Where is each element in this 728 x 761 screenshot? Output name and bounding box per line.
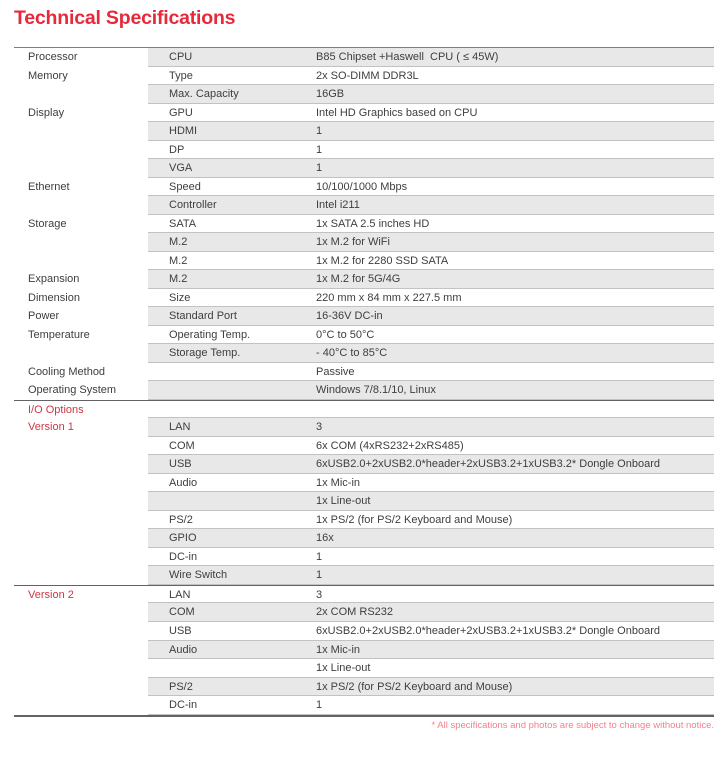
value-text: 1 <box>316 699 323 712</box>
item-label: M.2 <box>169 236 188 249</box>
category-label: Dimension <box>28 291 80 304</box>
table-row <box>14 178 714 197</box>
table-row <box>14 585 714 604</box>
category-label <box>14 159 148 178</box>
item-label: Speed <box>169 180 201 193</box>
row-panel <box>148 678 714 697</box>
value-text: 6xUSB2.0+2xUSB2.0*header+2xUSB3.2+1xUSB3.2* Dongle Onboard <box>316 458 660 471</box>
table-row <box>14 215 714 234</box>
table-row <box>14 307 714 326</box>
row-panel <box>148 48 714 67</box>
table-row <box>14 641 714 660</box>
value-text: Intel i211 <box>316 199 360 212</box>
row-panel <box>148 270 714 289</box>
table-row <box>14 270 714 289</box>
item-label: DC-in <box>169 699 198 712</box>
value-text <box>316 401 714 418</box>
value-text: B85 Chipset +Haswell CPU ( ≤ 45W) <box>316 51 499 63</box>
category-label <box>14 603 148 622</box>
section-label: I/O Options <box>28 403 84 416</box>
table-row <box>14 326 714 345</box>
item-label: GPU <box>169 106 193 119</box>
row-panel <box>148 474 714 493</box>
category-label <box>14 622 148 641</box>
row-panel <box>148 511 714 530</box>
category-label <box>14 344 148 363</box>
category-label: Operating System <box>28 384 117 397</box>
table-row <box>14 104 714 123</box>
category-label <box>14 474 148 493</box>
row-panel <box>148 141 714 160</box>
value-text: 1 <box>316 125 323 138</box>
table-row <box>14 122 714 141</box>
category-label <box>14 678 148 697</box>
row-panel <box>148 548 714 567</box>
row-panel <box>148 529 714 548</box>
item-label: GPIO <box>169 532 197 545</box>
category-label: Cooling Method <box>28 365 106 378</box>
item-label <box>148 363 316 381</box>
category-label: Display <box>28 106 65 119</box>
value-text: 1x Line-out <box>316 662 371 675</box>
value-text: 1x M.2 for 2280 SSD SATA <box>316 254 449 267</box>
table-row <box>14 418 714 437</box>
table-row <box>14 548 714 567</box>
item-label: COM <box>169 439 195 452</box>
table-row <box>14 492 714 511</box>
value-text: 2x COM RS232 <box>316 606 394 619</box>
table-row <box>14 622 714 641</box>
value-text: 3 <box>316 421 323 434</box>
table-row <box>14 474 714 493</box>
item-label: DC-in <box>169 550 198 563</box>
item-label: USB <box>169 624 192 637</box>
row-panel <box>148 122 714 141</box>
value-text: Intel HD Graphics based on CPU <box>316 106 478 119</box>
value-text: Passive <box>316 365 355 378</box>
item-label: M.2 <box>169 254 188 267</box>
row-panel <box>148 696 714 715</box>
row-panel <box>148 401 714 419</box>
item-label: Type <box>169 69 193 82</box>
item-label <box>148 659 316 677</box>
spec-table <box>14 47 714 717</box>
item-label: Size <box>169 291 191 304</box>
item-label: USB <box>169 458 192 471</box>
value-text: 1x Mic-in <box>316 643 361 656</box>
item-label: Controller <box>169 199 217 212</box>
category-label: Temperature <box>28 328 90 341</box>
row-panel <box>148 252 714 271</box>
table-row <box>14 529 714 548</box>
category-label: Ethernet <box>28 180 70 193</box>
row-panel <box>148 492 714 511</box>
row-panel <box>148 603 714 622</box>
value-text: 1x Line-out <box>316 495 371 508</box>
row-panel <box>148 363 714 382</box>
category-label: Expansion <box>28 273 80 286</box>
value-text: - 40°C to 85°C <box>316 347 388 360</box>
item-label: SATA <box>169 217 197 230</box>
category-label <box>14 196 148 215</box>
row-panel <box>148 159 714 178</box>
row-panel <box>148 326 714 345</box>
item-label: DP <box>169 143 185 156</box>
item-label: Audio <box>169 476 198 489</box>
value-text: 16GB <box>316 88 345 101</box>
row-panel <box>148 437 714 456</box>
value-text: 10/100/1000 Mbps <box>316 180 408 193</box>
category-label: Memory <box>28 69 68 82</box>
row-panel <box>148 307 714 326</box>
category-label <box>14 455 148 474</box>
table-row <box>14 455 714 474</box>
value-text: 0°C to 50°C <box>316 328 375 341</box>
row-panel <box>148 215 714 234</box>
table-row <box>14 159 714 178</box>
row-panel <box>148 196 714 215</box>
item-label: LAN <box>169 588 191 601</box>
value-text: 1x PS/2 (for PS/2 Keyboard and Mouse) <box>316 513 513 526</box>
value-text: 220 mm x 84 mm x 227.5 mm <box>316 291 462 304</box>
category-label <box>14 141 148 160</box>
item-label: Wire Switch <box>169 569 228 582</box>
table-row <box>14 363 714 382</box>
row-panel <box>148 289 714 308</box>
table-row <box>14 141 714 160</box>
table-row <box>14 678 714 697</box>
value-text: 6xUSB2.0+2xUSB2.0*header+2xUSB3.2+1xUSB3.2* Dongle Onboard <box>316 624 660 637</box>
category-label: Processor <box>28 51 78 63</box>
page-title: Technical Specifications <box>14 7 236 29</box>
category-label <box>14 122 148 141</box>
row-panel <box>148 622 714 641</box>
table-row <box>14 566 714 585</box>
value-text: 16-36V DC-in <box>316 310 383 323</box>
table-row <box>14 233 714 252</box>
value-text: 1x M.2 for WiFi <box>316 236 390 249</box>
category-label <box>14 492 148 511</box>
item-label: VGA <box>169 162 193 175</box>
item-label: HDMI <box>169 125 198 138</box>
value-text: 1x SATA 2.5 inches HD <box>316 217 430 230</box>
category-label <box>14 548 148 567</box>
category-label: Power <box>28 310 60 323</box>
value-text: 1 <box>316 143 323 156</box>
item-label: Storage Temp. <box>169 347 241 360</box>
section-label: Version 2 <box>28 588 74 601</box>
category-label: Storage <box>28 217 67 230</box>
row-panel <box>148 641 714 660</box>
item-label: CPU <box>169 51 193 63</box>
table-row <box>14 381 714 400</box>
table-row <box>14 603 714 622</box>
table-row <box>14 344 714 363</box>
row-panel <box>148 178 714 197</box>
category-label <box>14 85 148 104</box>
value-text: 1 <box>316 550 323 563</box>
item-label: Audio <box>169 643 198 656</box>
item-label: Standard Port <box>169 310 237 323</box>
table-row <box>14 437 714 456</box>
table-row <box>14 252 714 271</box>
value-text: 1x M.2 for 5G/4G <box>316 273 401 286</box>
value-text: 1x Mic-in <box>316 476 361 489</box>
item-label: LAN <box>169 421 191 434</box>
value-text: 1 <box>316 162 323 175</box>
row-panel <box>148 381 714 400</box>
value-text: 6x COM (4xRS232+2xRS485) <box>316 439 464 452</box>
item-label <box>148 492 316 510</box>
category-label <box>14 437 148 456</box>
value-text: Windows 7/8.1/10, Linux <box>316 384 436 397</box>
value-text: 16x <box>316 532 334 545</box>
item-label: COM <box>169 606 195 619</box>
table-row <box>14 400 714 419</box>
category-label <box>14 641 148 660</box>
category-label <box>14 529 148 548</box>
category-label <box>14 566 148 585</box>
category-label <box>14 659 148 678</box>
row-panel <box>148 67 714 86</box>
category-label <box>14 511 148 530</box>
value-text: 2x SO-DIMM DDR3L <box>316 69 419 82</box>
category-label <box>14 233 148 252</box>
item-label <box>148 381 316 399</box>
item-label: Max. Capacity <box>169 88 239 101</box>
table-row <box>14 696 714 715</box>
row-panel <box>148 104 714 123</box>
table-row <box>14 48 714 67</box>
section-label: Version 1 <box>28 421 74 434</box>
value-text: 1 <box>316 569 323 582</box>
row-panel <box>148 85 714 104</box>
item-label <box>148 401 316 418</box>
footnote: * All specifications and photos are subject to change without notice. <box>431 719 714 731</box>
row-panel <box>148 233 714 252</box>
category-label <box>14 252 148 271</box>
item-label: PS/2 <box>169 513 193 526</box>
category-label <box>14 696 148 715</box>
row-panel <box>148 455 714 474</box>
row-panel <box>148 586 714 604</box>
table-row <box>14 289 714 308</box>
row-panel <box>148 418 714 437</box>
table-row <box>14 85 714 104</box>
table-row <box>14 196 714 215</box>
value-text: 3 <box>316 588 323 601</box>
item-label: M.2 <box>169 273 188 286</box>
table-row <box>14 659 714 678</box>
item-label: Operating Temp. <box>169 328 251 341</box>
row-panel <box>148 344 714 363</box>
table-row <box>14 511 714 530</box>
table-row <box>14 67 714 86</box>
item-label: PS/2 <box>169 680 193 693</box>
value-text: 1x PS/2 (for PS/2 Keyboard and Mouse) <box>316 680 513 693</box>
row-panel <box>148 659 714 678</box>
row-panel <box>148 566 714 585</box>
